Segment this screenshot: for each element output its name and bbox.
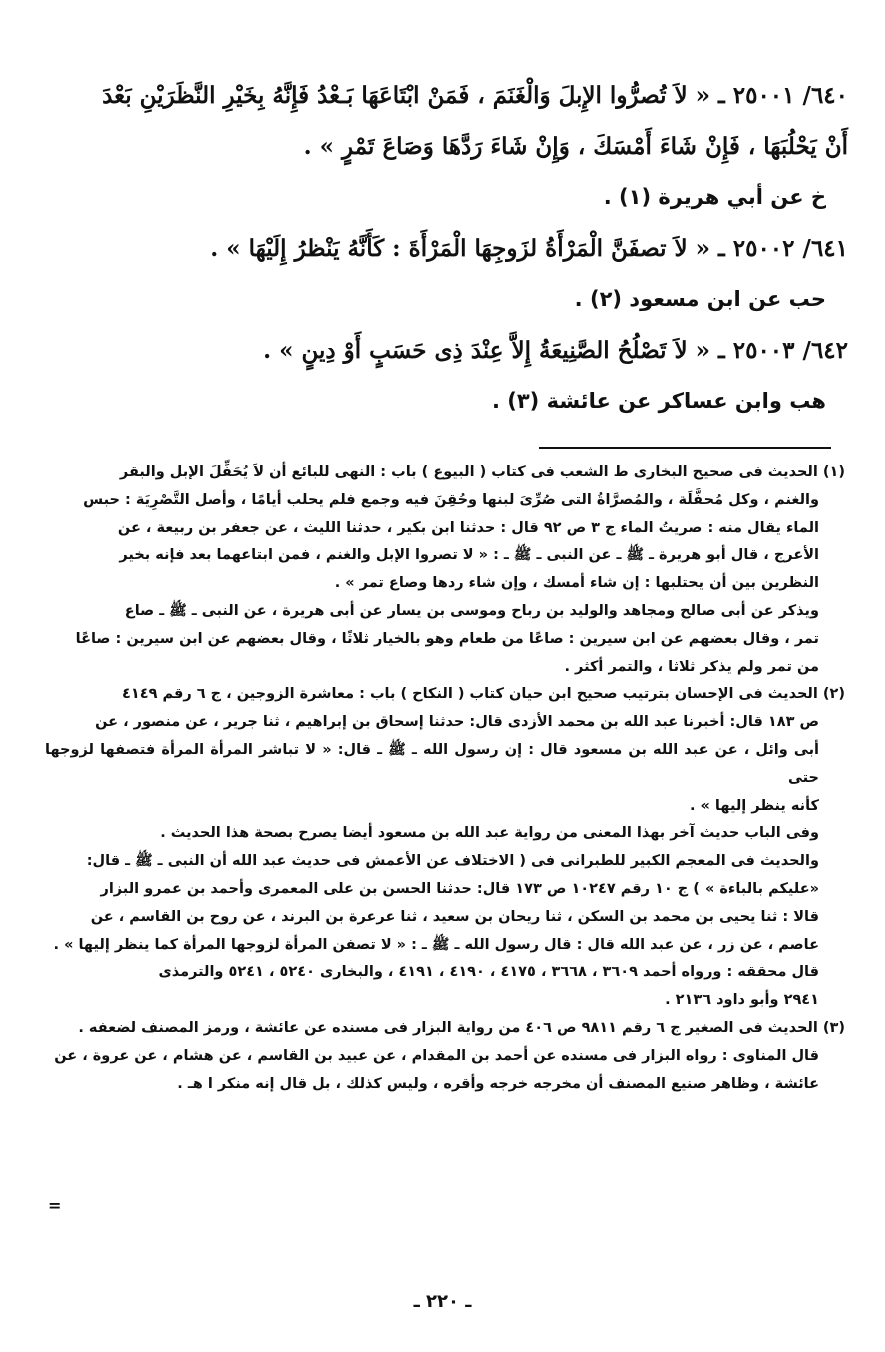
footnote-2-line: عاصم ، عن زر ، عن عبد الله قال : قال رسول الله ـ ﷺ ـ : « لا تصفن المرأة لزوجها المرأة كما ينظر إليها » . <box>53 936 819 953</box>
footnote-1-line: الماء يقال منه : صريتُ الماء ج ٣ ص ٩٢ قال : حدثنا ابن بكير ، حدثنا الليث ، عن جعفر بن ربيعة ، عن <box>117 519 819 536</box>
main-text <box>40 70 848 427</box>
hadith-640-line-2: أَنْ يَحْلُبَهَا ، فَإِنْ شَاءَ أَمْسَكَ ، وَإِنْ شَاءَ رَدَّهَا وَصَاعَ تَمْرٍ » . <box>303 133 848 160</box>
footnote-1-line: النظرين بين أن يحتلبها : إن شاء أمسك ، وإن شاء ردها وصاع تمر » . <box>334 575 819 592</box>
footnote-3-line: (٣) الحديث فى الصغير ج ٦ رقم ٩٨١١ ص ٤٠٦ من رواية البزار فى مسنده عن عائشة ، ورمز المصنف لضعفه . <box>78 1019 845 1036</box>
footnote-2-line: والحديث فى المعجم الكبير للطبرانى فى ( الاختلاف عن الأعمش فى حديث عبد الله أن النبى ـ ﷺ ـ قال: <box>86 853 819 870</box>
footnote-1-line: الأعرج ، قال أبو هريرة ـ ﷺ ـ عن النبى ـ ﷺ ـ : « لا تصروا الإبل والغنم ، فمن ابتاعهما بعد فإنه بخير <box>119 547 819 564</box>
footnote-2-line: قال محققه : ورواه أحمد ٣٦٠٩ ، ٣٦٦٨ ، ٤١٧٥ ، ٤١٩٠ ، ٤١٩١ ، والبخارى ٥٢٤٠ ، ٥٢٤١ والترمذى <box>158 964 819 981</box>
hadith-641-source: حب عن ابن مسعود (٢) . <box>574 287 826 311</box>
footnote-2-line: كأنه ينظر إليها » . <box>689 797 819 814</box>
hadith-642: ٦٤٢/ ٢٥٠٠٣ ـ « لاَ تَصْلُحُ الصَّنِيعَةُ إِلاَّ عِنْدَ ذِى حَسَبٍ أَوْ دِينٍ » . <box>263 337 848 364</box>
footnote-2-line: أبى وائل ، عن عبد الله بن مسعود قال : إن رسول الله ـ ﷺ ـ قال: « لا تباشر المرأة المرأة فتصفها لزوجها حتى <box>45 741 819 786</box>
footnote-2-line: (٢) الحديث فى الإحسان بترتيب صحيح ابن حيان كتاب ( النكاح ) باب : معاشرة الزوجين ، ج ٦ رقم ٤١٤٩ <box>122 686 845 703</box>
continuation-mark: = <box>48 1196 62 1215</box>
footnote-2-line: ص ١٨٣ قال: أخبرنا عبد الله بن محمد الأزدى قال: حدثنا إسحاق بن إبراهيم ، ثنا جرير ، عن منصور ، عن <box>95 714 819 731</box>
footnote-1-line: تمر ، وقال بعضهم عن ابن سيرين : صاعًا من طعام وهو بالخيار ثلاثًا ، وقال بعضهم عن ابن سيرين : صاعًا <box>75 630 819 647</box>
hadith-642-source: هب وابن عساكر عن عائشة (٣) . <box>491 389 826 413</box>
footnote-1-line: ويذكر عن أبى صالح ومجاهد والوليد بن رباح وموسى بن يسار عن أبى هريرة ، عن النبى ـ ﷺ ـ صاع <box>124 602 819 619</box>
footnote-1-line: (١) الحديث فى صحيح البخارى ط الشعب فى كتاب ( البيوع ) باب : النهى للبائع أن لاَ يُحَفِّلَ الإبل والبقر <box>119 464 845 480</box>
footnotes <box>45 459 845 1098</box>
hadith-640-source: خ عن أبي هريرة (١) . <box>603 185 826 209</box>
footnote-2-line: قالا : ثنا يحيى بن محمد بن السكن ، ثنا ريحان بن سعيد ، ثنا عرعرة بن البرند ، عن روح بن القاسم ، عن <box>90 908 819 925</box>
footnote-1-line: من تمر ولم يذكر ثلاثا ، والتمر أكثر . <box>564 658 819 675</box>
footnote-2-line: «عليكم بالباءة » ) ج ١٠ رقم ١٠٢٤٧ ص ١٧٣ قال: حدثنا الحسن بن على المعمرى وأحمد بن عمرو البزار <box>100 880 819 897</box>
footnote-separator <box>539 447 831 449</box>
footnote-3-line: عائشة ، وظاهر صنيع المصنف أن مخرجه خرجه وأقره ، وليس كذلك ، بل قال إنه منكر ا هـ . <box>177 1075 819 1092</box>
footnote-3-line: قال المناوى : رواه البزار فى مسنده عن أحمد بن المقدام ، عن عبيد بن القاسم ، عن هشام ، عن عروة ، عن <box>54 1047 819 1064</box>
hadith-640-line-1: ٦٤٠/ ٢٥٠٠١ ـ « لاَ تُصرُّوا الإِبلَ وَالْغَنَمَ ، فَمَنْ ابْتَاعَهَا بَـعْدُ فَإِنَّهُ بِخَيْرِ النَّظَرَيْنِ بَعْدَ <box>102 82 848 109</box>
footnote-2-line: ٢٩٤١ وأبو داود ٢١٣٦ . <box>665 992 819 1009</box>
footnote-2-line: وفى الباب حديث آخر بهذا المعنى من رواية عبد الله بن مسعود أيضا يصرح بصحة هذا الحديث . <box>160 825 819 842</box>
footnote-1-line: والغنم ، وكل مُحفَّلَة ، والمُصرَّاةُ التى صُرِّىَ لبنها وحُقِنَ فيه وجمع فلم يحلب أيامًا ، وأصل التَّصْرِيَة : حبس <box>83 491 819 508</box>
page-number: ـ ٢٢٠ ـ <box>413 1291 472 1312</box>
hadith-641: ٦٤١/ ٢٥٠٠٢ ـ « لاَ تصفَنَّ الْمَرْأَةُ لزَوجِهَا الْمَرْأَةَ : كَأَنَّهُ يَنْظرُ إِلَيْهَا » . <box>210 235 848 262</box>
